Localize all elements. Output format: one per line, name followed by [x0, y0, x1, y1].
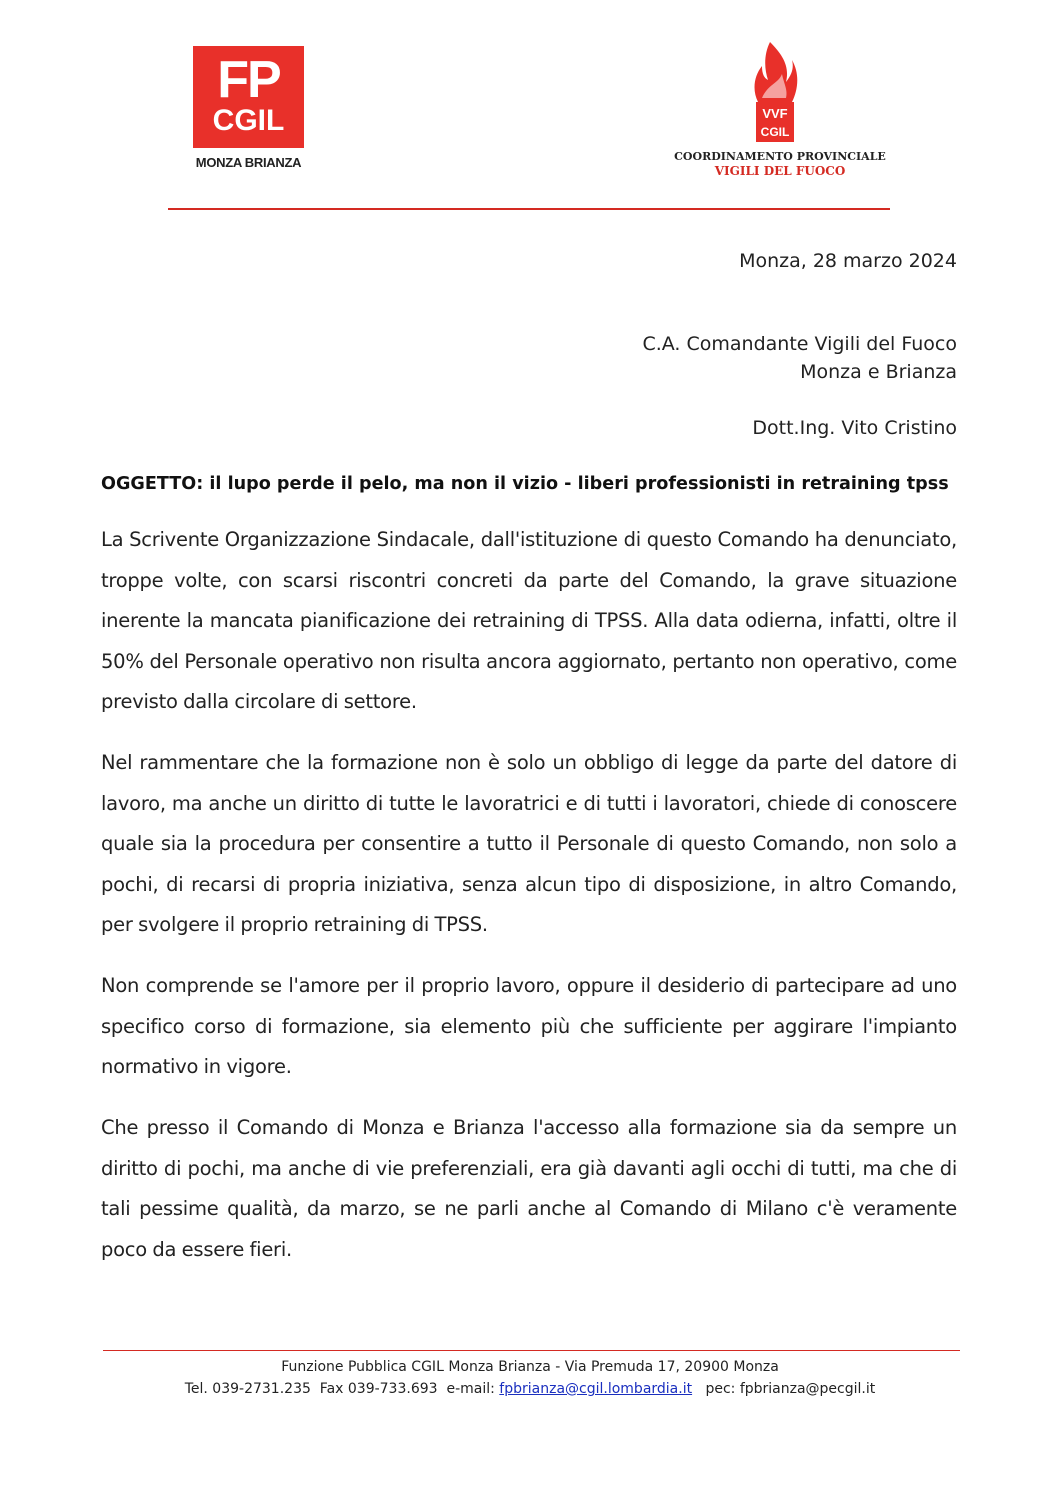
body-paragraph-3: Non comprende se l'amore per il proprio lavoro, oppure il desiderio di partecipare ad uno specifico corso di formazione, sia elemento più che sufficiente per aggirare l'impianto normativo in vigore.	[101, 974, 957, 1078]
footer-email-link[interactable]: fpbrianza@cgil.lombardia.it	[499, 1381, 693, 1397]
vvf-flame-logo	[752, 40, 798, 144]
header-divider	[168, 208, 890, 210]
recipient-name: Dott.Ing. Vito Cristino	[752, 417, 957, 439]
body-paragraph-1: La Scrivente Organizzazione Sindacale, dall'istituzione di questo Comando ha denunciato, troppe volte, con scarsi riscontri concreti da parte del Comando, la grave situazione inerente la mancata pianificazione dei retraining di TPSS. Alla data odierna, infatti, oltre il 50% del Personale operativo non risulta ancora aggiornato, pertanto non operativo, come previsto dalla circolare di settore.	[101, 528, 957, 713]
coordinamento-label: COORDINAMENTO PROVINCIALE	[674, 150, 886, 163]
footer-divider	[103, 1350, 960, 1351]
footer-contacts	[0, 1381, 1060, 1397]
logo-subtitle: MONZA BRIANZA	[195, 155, 302, 170]
logo-fp-text: FP	[217, 51, 280, 109]
fp-cgil-logo	[193, 46, 304, 148]
footer-pec: pec: fpbrianza@pecgil.it	[705, 1381, 876, 1397]
vvf-badge-bottom: CGIL	[760, 125, 790, 139]
logo-cgil-text: CGIL	[212, 104, 285, 137]
recipient-line-2: Monza e Brianza	[800, 361, 957, 383]
recipient-line-1: C.A. Comandante Vigili del Fuoco	[642, 333, 957, 355]
letter-date: Monza, 28 marzo 2024	[739, 250, 957, 272]
footer-email-label: e-mail:	[446, 1381, 495, 1397]
body-paragraph-4: Che presso il Comando di Monza e Brianza l'accesso alla formazione sia da sempre un diritto di pochi, ma anche di vie preferenziali, era già davanti agli occhi di tutti, ma che di tali pessime qualità, da marzo, se ne parli anche al Comando di Milano c'è veramente poco da essere fieri.	[101, 1116, 957, 1261]
footer-tel: Tel. 039-2731.235	[184, 1381, 311, 1397]
letter-subject: OGGETTO: il lupo perde il pelo, ma non il vizio - liberi professionisti in retraining tpss	[101, 474, 949, 494]
vvf-badge-top: VVF	[762, 106, 788, 121]
vigili-del-fuoco-label: VIGILI DEL FUOCO	[714, 164, 846, 178]
footer-fax: Fax 039-733.693	[319, 1381, 438, 1397]
footer-address: Funzione Pubblica CGIL Monza Brianza - Via Premuda 17, 20900 Monza	[281, 1359, 779, 1375]
body-paragraph-2: Nel rammentare che la formazione non è solo un obbligo di legge da parte del datore di lavoro, ma anche un diritto di tutte le lavoratrici e di tutti i lavoratori, chiede di conoscere quale sia la procedura per consentire a tutto il Personale di questo Comando, non solo a pochi, di recarsi di propria iniziativa, senza alcun tipo di disposizione, in altro Comando, per svolgere il proprio retraining di TPSS.	[101, 751, 957, 936]
